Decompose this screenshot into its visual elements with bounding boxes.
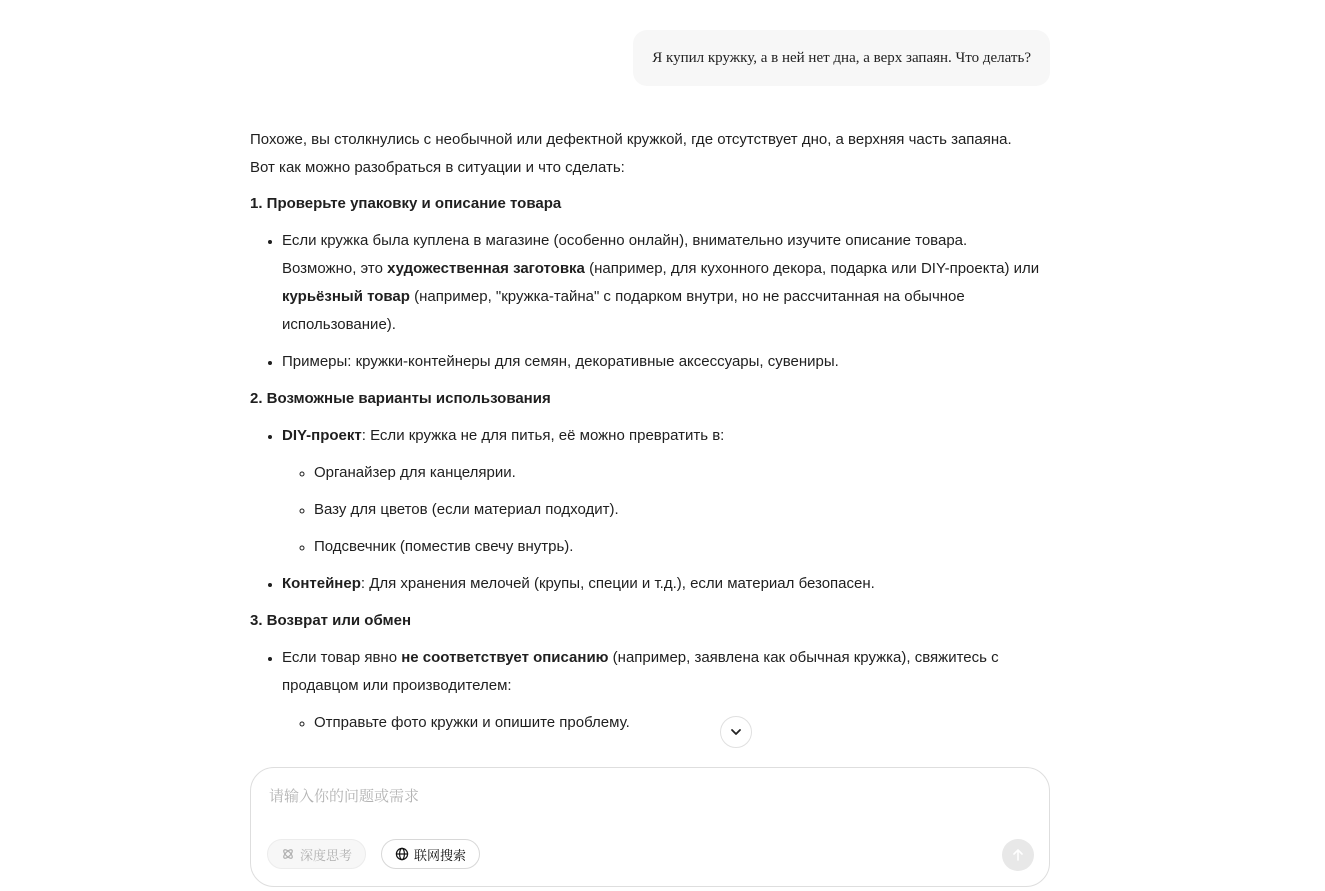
text-segment: Если товар явно [282, 649, 402, 666]
user-message-text: Я купил кружку, а в ней нет дна, а верх запаян. Что делать? [652, 49, 1031, 66]
arrow-up-icon [1011, 848, 1025, 862]
message-input[interactable] [267, 786, 971, 806]
list-item [282, 422, 1040, 561]
user-message-bubble [633, 30, 1050, 86]
list-item [282, 348, 1040, 376]
message-composer [250, 767, 1050, 887]
bullet-list [250, 227, 1040, 376]
section-heading: 2. Возможные варианты использования [250, 390, 551, 407]
answer-intro: Похоже, вы столкнулись с необычной или дефектной кружкой, где отсутствует дно, а верхняя часть запаяна. Вот как можно разобраться в ситуации и что сделать: [250, 131, 1012, 176]
list-item [282, 644, 1040, 737]
deep-think-button[interactable] [267, 839, 366, 869]
text-segment: : Если кружка не для питья, её можно превратить в: [361, 427, 725, 444]
text-segment: (например, для кухонного декора, подарка или DIY-проекта) или [584, 260, 1040, 277]
sub-bullet-list [282, 459, 1040, 561]
list-item [282, 570, 1040, 598]
globe-icon [395, 847, 409, 861]
section-heading: 3. Возврат или обмен [250, 612, 412, 629]
bullet-list [250, 422, 1040, 598]
web-search-label: 联网搜索 [414, 847, 467, 863]
section-heading: 1. Проверьте упаковку и описание товара [250, 195, 562, 212]
list-item [282, 227, 1040, 339]
bold-text: DIY-проект [282, 427, 362, 444]
sub-list-item: ◦ Подсвечник (поместив свечу внутрь). [314, 533, 1040, 561]
chevron-down-icon [729, 725, 743, 739]
sub-bullet-list [282, 709, 1040, 737]
web-search-button[interactable] [381, 839, 480, 869]
deep-think-label: 深度思考 [300, 847, 353, 863]
bullet-list [250, 644, 1040, 737]
text-segment: : Для хранения мелочей (крупы, специи и т.д.), если материал безопасен. [360, 575, 875, 592]
scroll-to-bottom-button[interactable] [720, 716, 752, 748]
text-segment: (например, заявлена как обычная кружка), свяжитесь с продавцом или производителем: [282, 649, 999, 694]
text-segment: Если кружка была куплена в магазине (особенно онлайн), внимательно изучите описание товара. Возможно, это [282, 232, 968, 277]
sub-list-item: ◦ Органайзер для канцелярии. [314, 459, 1040, 487]
sub-list-item: ◦ Отправьте фото кружки и опишите проблему. [314, 709, 1040, 737]
assistant-answer [250, 126, 1040, 746]
atom-icon [281, 847, 295, 861]
bold-text: не соответствует описанию [401, 649, 609, 666]
bold-text: Контейнер [282, 575, 361, 592]
send-button[interactable] [1002, 839, 1034, 871]
text-segment: Примеры: кружки-контейнеры для семян, декоративные аксессуары, сувениры. [282, 353, 839, 370]
sub-list-item: ◦ Вазу для цветов (если материал подходит). [314, 496, 1040, 524]
text-segment: (например, "кружка-тайна" с подарком внутри, но не рассчитанная на обычное использование). [282, 288, 965, 333]
bold-text: художественная заготовка [387, 260, 585, 277]
bold-text: курьёзный товар [282, 288, 410, 305]
